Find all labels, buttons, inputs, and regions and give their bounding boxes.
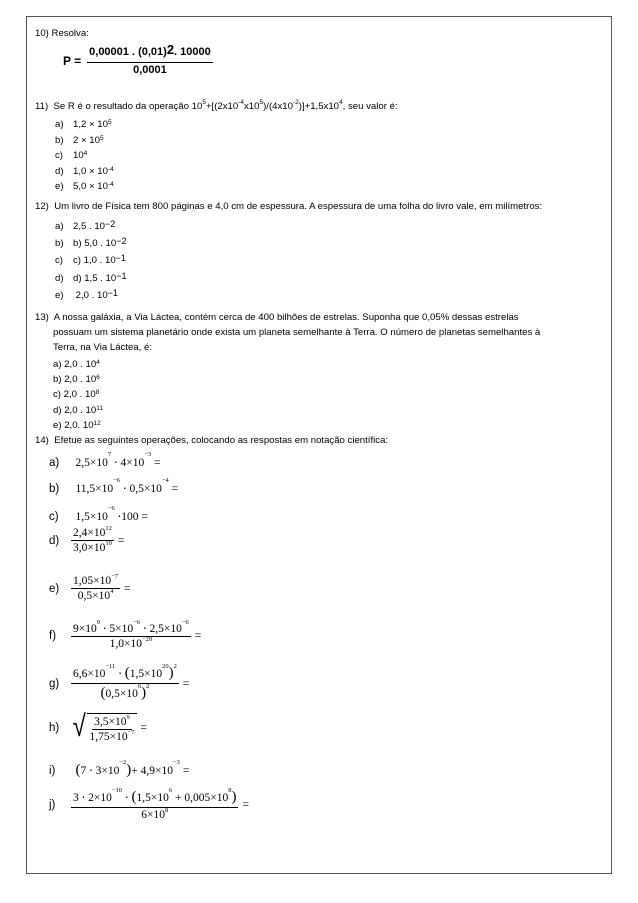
expr: + 0,005×10 (172, 792, 229, 804)
q12-options (55, 218, 126, 304)
expr-exp: 8 (164, 807, 169, 814)
q11-option[interactable] (55, 164, 114, 180)
q14-item-b (49, 479, 178, 497)
option-exp: 5 (107, 119, 112, 126)
expr-exp: 6 (168, 787, 173, 794)
expr: = (179, 765, 190, 777)
q11-option[interactable] (55, 133, 114, 149)
q13-line3: Terra, na Via Láctea, é: (53, 342, 153, 353)
option-letter: e) (55, 181, 64, 192)
equals: = (242, 799, 249, 811)
q11-label: 11) (35, 101, 49, 112)
option-exp: 6 (96, 374, 100, 382)
option-letter: d) (53, 404, 62, 416)
expr: 11,5×10 (75, 483, 114, 495)
option-letter: d) (55, 165, 64, 177)
item-letter: h) (49, 722, 60, 734)
expr: 1,05×10 (73, 575, 112, 587)
expr-exp: −6 (113, 477, 121, 484)
expr: ⋅ 2,5×10 (140, 623, 182, 635)
expr-exp: −10 (111, 787, 123, 794)
equals: = (124, 582, 131, 595)
option-exp: 12 (93, 419, 101, 427)
q11-sup: 5 (259, 99, 264, 106)
expr-exp: 8 (228, 787, 232, 794)
expr: 1,5×10 (129, 668, 163, 680)
expr: 2,5×10 (75, 457, 108, 469)
q10-label: 10) Resolva: (35, 28, 89, 39)
q11-option[interactable] (55, 179, 114, 195)
expr: ⋅ 5×10 (100, 623, 134, 635)
expr: 1,75×10 (89, 731, 128, 743)
q13-options (53, 357, 103, 433)
expr-exp: 2 (146, 683, 150, 690)
q10-num-b: . 10000 (174, 46, 211, 58)
q11-text: +[(2x10 (205, 101, 239, 112)
expr-exp: 10 (105, 540, 112, 547)
option-letter: b) (53, 374, 62, 386)
option-letter: e) (55, 289, 64, 301)
expr-exp: −11 (105, 663, 116, 670)
expr: ⋅ (122, 792, 132, 804)
option-exp: 5 (99, 134, 104, 142)
q13-line1: A nossa galáxia, a Via Láctea, contém cerca de 400 bilhões de estrelas. Suponha que 0,05% dessas estrelas (53, 312, 519, 323)
expr-exp: −3 (173, 759, 180, 766)
expr-exp: −20 (141, 636, 153, 643)
q10-lhs: P = (63, 54, 82, 68)
q14-item-e (49, 575, 131, 602)
option-letter: c) (53, 389, 61, 401)
option-letter: b) (55, 238, 64, 250)
option-letter: a) (55, 221, 64, 232)
sqrt-icon: √ (72, 710, 86, 743)
item-letter: a) (49, 457, 60, 469)
expr-exp: −6 (133, 619, 141, 626)
q12-label: 12) (35, 201, 49, 212)
expr-exp: 9 (126, 714, 130, 721)
expr: 3,0×10 (73, 542, 106, 554)
item-letter: e) (49, 582, 60, 595)
expr-exp: −2 (119, 759, 127, 766)
option-value: 2,0 . 10 (64, 374, 97, 386)
item-letter: g) (49, 677, 60, 690)
option-exp: 11 (96, 404, 103, 412)
option-exp: 4 (83, 150, 88, 157)
q11-option[interactable] (55, 117, 114, 133)
expr: 6×10 (141, 809, 165, 821)
expr: = (151, 457, 161, 469)
option-exp: −1 (115, 253, 126, 264)
option-value: 10 (73, 150, 84, 161)
option-value: 2,0. 10 (64, 419, 94, 431)
q14-label: 14) (35, 435, 49, 446)
option-value: 2,0 . 10 (64, 359, 97, 370)
option-exp: -4 (107, 165, 114, 173)
q11-text: )/(4x10 (263, 101, 293, 112)
q11-sup: 5 (202, 99, 206, 106)
q10-formula (63, 42, 213, 76)
expr: 2,4×10 (73, 527, 106, 539)
option-value: 2 × 10 (73, 134, 100, 146)
option-value: 5,0 × 10 (73, 181, 108, 192)
expr-exp: 12 (105, 525, 112, 532)
expr: 1,5×10 (75, 511, 108, 523)
q13-question (35, 310, 540, 355)
q11-sup: 4 (339, 99, 343, 106)
expr-exp: 7 (107, 451, 112, 458)
expr: 3 ⋅ 2×10 (73, 792, 112, 804)
q11-text: )]+1,5x10 (298, 101, 340, 112)
expr-exp: −7 (127, 729, 135, 736)
option-letter: b) (55, 134, 64, 146)
expr-exp: 4 (110, 588, 114, 595)
option-value: 2,0 . 10 (73, 289, 108, 301)
equals: = (117, 534, 125, 547)
expr: ⋅ (115, 668, 125, 680)
q12-option[interactable] (55, 270, 126, 287)
expr: 0,5×10 (77, 590, 111, 602)
q11-sup: -4 (238, 99, 244, 106)
option-letter: a) (55, 119, 64, 130)
q14-item-a (49, 453, 161, 471)
expr: 1,0×10 (109, 638, 142, 650)
option-exp: 4 (96, 359, 100, 366)
q13-option[interactable] (53, 387, 103, 402)
expr: 0,5×10 (105, 688, 138, 700)
option-letter: c) (55, 150, 63, 161)
q11-sup: -2 (292, 99, 299, 106)
option-exp: -4 (107, 181, 114, 188)
expr: + 4,9×10 (131, 765, 174, 777)
equals: = (182, 677, 190, 690)
sqrt-icon-wrap (71, 710, 137, 743)
option-value: 2,0 . 10 (64, 404, 97, 416)
option-exp: −1 (116, 270, 127, 281)
expr-exp: 6 (137, 683, 142, 690)
q12-option[interactable] (55, 252, 126, 269)
option-value: c) 1,0 . 10 (73, 255, 116, 267)
item-letter: c) (49, 511, 59, 523)
expr: 7 ⋅ 3×10 (80, 765, 120, 777)
expr-exp: −6 (107, 505, 115, 512)
option-value: b) 5,0 . 10 (73, 238, 117, 250)
option-value: 1,2 × 10 (73, 119, 108, 130)
q14-text: Efetue as seguintes operações, colocando as respostas em notação científica: (54, 435, 389, 446)
q10-num-a: 0,00001 . (0,01) (89, 46, 167, 58)
expr: 9×10 (73, 623, 97, 635)
expr-exp: 9 (96, 619, 100, 626)
option-value: d) 1,5 . 10 (73, 272, 117, 284)
option-value: 1,0 × 10 (73, 165, 108, 177)
q14-item-d (49, 527, 124, 554)
option-exp: −2 (116, 236, 127, 247)
equals: = (194, 629, 202, 642)
expr: 6,6×10 (73, 668, 106, 680)
q14-item-j: j) $\frac{3 \cdot 2\times 10^{-10} \cdot (1,5\times 10^6 + 0,005\times 10^8)}{6\times 10^8}$ = (49, 787, 249, 821)
q14-item-f (49, 621, 201, 650)
item-letter: d) (49, 534, 60, 547)
option-letter: e) (53, 419, 62, 431)
expr-exp: −6 (181, 619, 189, 626)
item-letter: j) (49, 799, 56, 811)
expr-exp: 20 (162, 663, 169, 670)
option-letter: d) (55, 272, 64, 284)
q11-text: Se R é o resultado da operação 10 (53, 101, 203, 112)
q12-option[interactable] (55, 235, 126, 252)
q11-option[interactable] (55, 148, 114, 164)
option-letter: a) (53, 359, 62, 370)
q14-item-i: i) $(7 \cdot 3\times 10^{-2})+ 4,9\times 10^{-3}$ = (49, 759, 190, 778)
expr: ⋅ 4×10 (111, 457, 145, 469)
expr-exp: −3 (144, 451, 152, 458)
q11-options (55, 117, 114, 195)
q11-question (35, 101, 398, 112)
q13-option[interactable] (53, 357, 103, 372)
exercise-page (26, 16, 612, 874)
expr: ⋅100 = (114, 511, 148, 523)
option-value: 2,5 . 10 (73, 221, 106, 232)
expr: = (168, 483, 179, 495)
q11-text: x10 (244, 101, 260, 112)
expr-exp: −4 (161, 477, 169, 484)
expr: 3,5×10 (94, 716, 127, 728)
expr: 1,5×10 (136, 792, 169, 804)
expr: ⋅ 0,5×10 (120, 483, 162, 495)
expr-exp: 2 (173, 663, 177, 670)
q10-num-exp: 2 (166, 42, 175, 57)
option-exp: −1 (107, 287, 118, 298)
q11-text: , seu valor é: (342, 101, 398, 112)
item-letter: i) (49, 765, 56, 777)
option-exp: 8 (95, 389, 100, 397)
item-letter: b) (49, 483, 60, 495)
q13-line2: possuam um sistema planetário onde exista um planeta semelhante à Terra. O número de planetas semelhantes à (53, 327, 541, 338)
q14-item-g: g) $\frac{6,6\times 10^{-11} \cdot (1,5\times 10^{20})^2}{(0,5\times 10^6)^2}$ = (49, 663, 190, 701)
q13-label: 13) (35, 312, 49, 323)
option-value: 2,0 . 10 (63, 389, 96, 401)
expr-exp: −7 (111, 573, 119, 580)
q10-den: 0,0001 (133, 64, 167, 76)
q13-option[interactable] (53, 418, 103, 433)
option-letter: c) (55, 255, 63, 267)
q12-option[interactable] (55, 218, 126, 235)
equals: = (140, 722, 148, 734)
q12-text: Um livro de Física tem 800 páginas e 4,0 cm de espessura. A espessura de uma folha do livro vale, em milímetros: (54, 201, 543, 212)
q13-option[interactable] (53, 403, 103, 418)
q14-question (35, 435, 388, 446)
q14-item-c (49, 507, 148, 525)
option-exp: −2 (105, 219, 116, 229)
item-letter: f) (49, 629, 57, 642)
q13-option[interactable] (53, 372, 103, 387)
q12-question (35, 201, 542, 212)
q12-option[interactable] (55, 287, 126, 304)
q14-item-h (49, 710, 148, 743)
